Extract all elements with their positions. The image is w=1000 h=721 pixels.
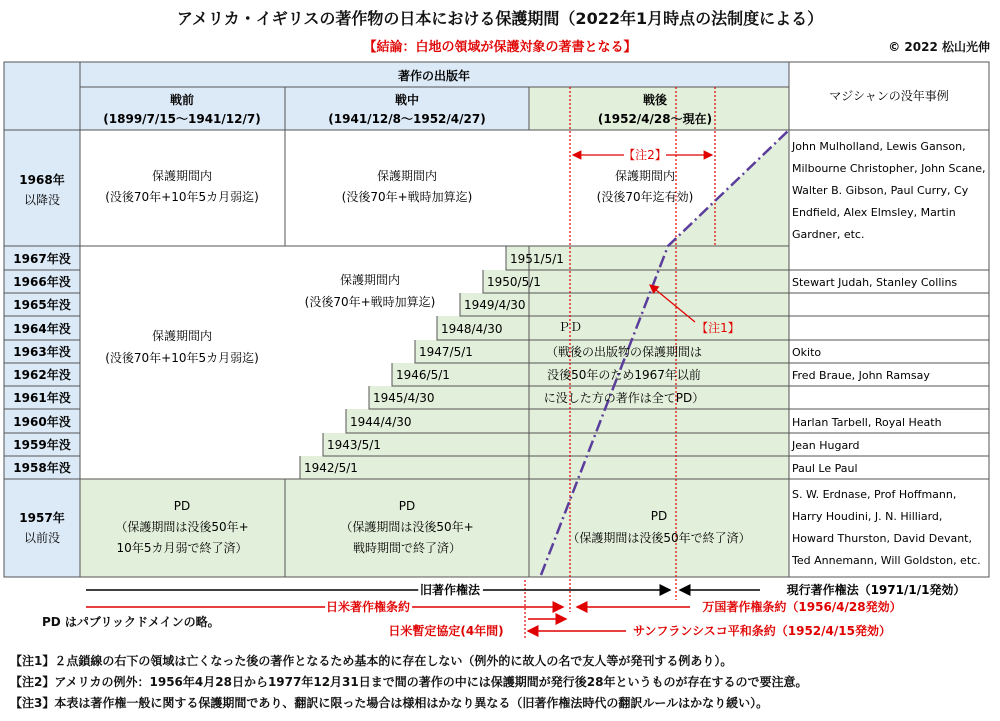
cell-1957-prewar-l2: （保護期間は没後50年+ (115, 520, 249, 534)
stair-date-1950: 1950/5/1 (487, 275, 541, 289)
header-prewar-range: (1899/7/15～1941/12/7) (103, 112, 261, 126)
cell-mid-pd-l1: ＰＤ (557, 320, 583, 334)
cell-1968-post-l2: (没後70年迄有効) (596, 190, 694, 204)
magician-1966: Stewart Judah, Stanley Collins (792, 276, 958, 289)
magician-1968-l4: Endfield, Alex Elmsley, Martin (792, 206, 956, 219)
magician-1968-l2: Milbourne Christopher, John Scane, (792, 162, 986, 175)
footnote-2: 【注2】アメリカの例外：1956年4月28日から1977年12月31日まで間の著作の中には保護期間が発行後28年というものが存在するので要注意。 (10, 675, 808, 689)
magician-1960: Harlan Tarbell, Royal Heath (792, 416, 942, 429)
cell-1968-war-l2: (没後70年+戦時加算迄) (341, 190, 473, 204)
cell-1957-war-l1: PD (398, 499, 416, 513)
row-label-1966: 1966年没 (13, 275, 71, 289)
magician-1958: Paul Le Paul (792, 462, 858, 475)
old-law-label: 旧著作権法 (419, 583, 481, 597)
header-pub-year: 著作の出版年 (397, 69, 471, 83)
cell-1968-post-l1: 保護期間内 (614, 169, 676, 183)
cell-mid-prewar-l1: 保護期間内 (151, 329, 213, 343)
interim-agreement-label: 日米暫定協定(4年間) (388, 624, 504, 638)
footnote-3: 【注3】本表は著作権一般に関する保護期間であり、翻訳に限った場合は様相はかなり異なる（旧著作権法時代の翻訳ルールはかなり緩い）。 (10, 696, 769, 710)
row-label-1968-line1: 1968年 (19, 173, 65, 187)
header-corner-cell (4, 62, 80, 130)
new-law-label: 現行著作権法（1971/1/1発効） (786, 583, 966, 597)
sf-treaty-label: サンフランシスコ平和条約（1952/4/15発効） (633, 624, 891, 638)
cell-1968-prewar-l1: 保護期間内 (151, 169, 213, 183)
us-japan-treaty-label: 日米著作権条約 (325, 600, 411, 614)
magician-list (791, 140, 986, 567)
stair-date-1943: 1943/5/1 (327, 438, 381, 452)
magician-header: マジシャンの没年事例 (829, 89, 949, 103)
page-title: アメリカ・イギリスの著作物の日本における保護期間（2022年1月時点の法制度による） (176, 9, 824, 28)
cell-mid-pd-l4: に没した方の著作は全てPD） (543, 391, 705, 405)
row-label-1967: 1967年没 (13, 252, 71, 266)
note1-label: 【注1】 (696, 321, 740, 335)
row-label-1965: 1965年没 (13, 298, 71, 312)
cell-1957-prewar-l3: 10年5カ月弱で終了済） (116, 541, 248, 555)
conclusion-subtitle: 【結論：白地の領域が保護対象の著書となる】 (363, 40, 637, 55)
row-label-1961: 1961年没 (13, 391, 71, 405)
cell-1968-prewar-l2: (没後70年+10年5カ月弱迄) (105, 190, 259, 204)
note2-label: 【注2】 (623, 148, 667, 162)
cell-mid-pd-l2: （戦後の出版物の保護期間は (545, 345, 703, 359)
stair-date-1947: 1947/5/1 (419, 345, 473, 359)
row-label-1964: 1964年没 (13, 322, 71, 336)
row-label-1959: 1959年没 (13, 438, 71, 452)
stair-date-1946: 1946/5/1 (396, 368, 450, 382)
stair-date-1945: 1945/4/30 (373, 391, 435, 405)
stair-date-1949: 1949/4/30 (464, 298, 526, 312)
header-war-title: 戦中 (394, 93, 420, 107)
header-postwar-title: 戦後 (642, 93, 668, 107)
magician-1959: Jean Hugard (792, 439, 860, 452)
magician-1957-l3: Howard Thurston, David Devant, (792, 532, 972, 545)
row-label-1963: 1963年没 (13, 345, 71, 359)
magician-1968-l1: John Mulholland, Lewis Ganson, (792, 140, 966, 153)
cell-mid-prewar-l2: (没後70年+10年5カ月弱迄) (105, 351, 259, 365)
row-label-1957-line1: 1957年 (19, 511, 65, 525)
cell-1968-war-l1: 保護期間内 (376, 169, 438, 183)
magician-1957-l1: S. W. Erdnase, Prof Hoffmann, (792, 488, 957, 501)
ucc-label: 万国著作権条約（1956/4/28発効） (702, 600, 902, 614)
row-label-1960: 1960年没 (13, 415, 71, 429)
magician-1957-l4: Ted Annemann, Will Goldston, etc. (792, 554, 981, 567)
row-label-1968-bg (4, 130, 80, 246)
cell-1957-war-l2: （保護期間は没後50年+ (340, 520, 474, 534)
cell-1957-war-l3: 戦時期間で終了済） (352, 541, 462, 555)
header-postwar-range: (1952/4/28～現在) (597, 112, 713, 126)
magician-1963: Okito (792, 346, 822, 359)
stair-date-1948: 1948/4/30 (441, 322, 503, 336)
cell-mid-war-l1: 保護期間内 (339, 273, 401, 287)
row-label-1968-line2: 以降没 (23, 193, 61, 207)
stair-date-1942: 1942/5/1 (304, 461, 358, 475)
magician-1957-l2: Harry Houdini, J. N. Hilliard, (792, 510, 943, 523)
stair-date-1944: 1944/4/30 (350, 415, 412, 429)
header-prewar-title: 戦前 (169, 93, 195, 107)
pd-abbreviation-note: PD はパブリックドメインの略。 (42, 615, 220, 629)
row-label-1958: 1958年没 (13, 461, 71, 475)
cell-mid-pd-l3: 没後50年のため1967年以前 (547, 368, 701, 382)
copyright-notice: © 2022 松山光伸 (888, 40, 990, 54)
cell-1957-post-l2: （保護期間は没後50年で終了済） (567, 531, 751, 545)
magician-1968-l5: Gardner, etc. (792, 228, 865, 241)
cell-1957-prewar-l1: PD (173, 499, 191, 513)
row-label-1957-bg (4, 479, 80, 577)
cell-mid-war-l2: (没後70年+戦時加算迄) (304, 295, 436, 309)
magician-1962: Fred Braue, John Ramsay (792, 369, 930, 382)
cell-1957-post-l1: PD (650, 509, 668, 523)
magician-1968-l3: Walter B. Gibson, Paul Curry, Cy (792, 184, 969, 197)
stair-date-1951: 1951/5/1 (510, 252, 564, 266)
row-label-1962: 1962年没 (13, 368, 71, 382)
header-war-range: (1941/12/8～1952/4/27) (328, 112, 486, 126)
row-label-1957-line2: 以前没 (23, 531, 61, 545)
footnote-1: 【注1】２点鎖線の右下の領域は亡くなった後の著作となるため基本的に存在しない（例外的に故人の名で友人等が発刊する例あり）。 (10, 654, 733, 668)
